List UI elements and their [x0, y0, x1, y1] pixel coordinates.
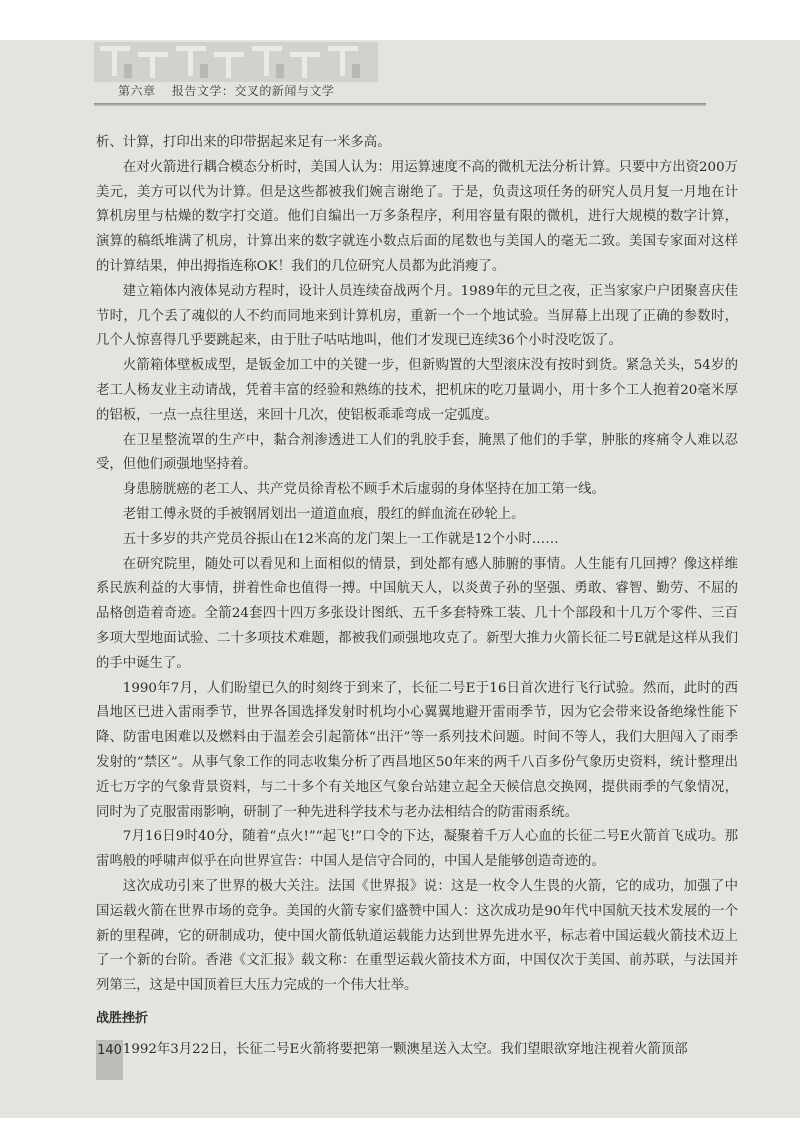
- bottom-margin: [0, 1118, 800, 1130]
- paragraph: 在对火箭进行耦合模态分析时，美国人认为：用运算速度不高的微机无法分析计算。只要中方出资200万美元，美方可以代为计算。但是这些都被我们婉言谢绝了。于是，负责这项任务的研究人员月复一月地在计算机房里与枯燥的数字打交道。他们自编出一万多条程序，利用容量有限的微机，进行大规模的数字计算，演算的稿纸堆满了机房，计算出来的数字就连小数点后面的尾数也与美国人的毫无二致。美国专家面对这样的计算结果，伸出拇指连称OK！我们的几位研究人员都为此消瘦了。: [96, 159, 738, 274]
- paragraph: 五十多岁的共产党员谷振山在12米高的龙门架上一工作就是12个小时……: [122, 531, 559, 547]
- paragraph: 1990年7月，人们盼望已久的时刻终于到来了，长征二号E于16日首次进行飞行试验。然而，此时的西昌地区已进入雷雨季节，世界各国选择发射时机均小心翼翼地避开雷雨季节，因为它会带来设备绝缘性能下降、防雷电困难以及燃料由于温差会引起箭体“出汗”等一系列技术问题。时间不等人，我们大胆闯入了雨季发射的“禁区”。从事气象工作的同志收集分析了西昌地区50年来的两千八百多份气象历史资料，统计整理出近七万字的气象背景资料，与二十多个有关地区气象台站建立起全天候信息交换网，提供雨季的气象情况，同时为了克服雷雨影响，研制了一种先进科学技术与老办法相结合的防雷雨系统。: [96, 680, 738, 820]
- running-header: [118, 82, 334, 99]
- chapter-title: 报告文学：交叉的新闻与文学: [171, 84, 335, 98]
- header-decoration-pattern: [94, 42, 378, 82]
- paragraph: 火箭箱体壁板成型，是钣金加工中的关键一步，但新购置的大型滚床没有按时到货。紧急关头，54岁的老工人杨友业主动请战，凭着丰富的经验和熟练的技术，把机床的吃刀量调小，用十多个工人抱着20毫米厚的铝板，一点一点往里送，来回十几次，使铝板乖乖弯成一定弧度。: [96, 358, 738, 423]
- paragraph: 在卫星整流罩的生产中，黏合剂渗透进工人们的乳胶手套，腌黑了他们的手掌，肿胀的疼痛令人难以忍受，但他们顽强地坚持着。: [96, 432, 738, 473]
- paragraph: 析、计算，打印出来的印带据起来足有一米多高。: [96, 135, 391, 150]
- body-text: [96, 131, 738, 1062]
- paragraph: 这次成功引来了世界的极大关注。法国《世界报》说：这是一枚令人生畏的火箭，它的成功，加强了中国运载火箭在世界市场的竞争。美国的火箭专家们盛赞中国人：这次成功是90年代中国航天技术发展的一个新的里程碑，它的研制成功，使中国火箭低轨道运载能力达到世界先进水平，标志着中国运载火箭技术迈上了一个新的台阶。香港《文汇报》载文称：在重型运载火箭技术方面，中国仅次于美国、前苏联，与法国并列第三，这是中国顶着巨大压力完成的一个伟大壮举。: [96, 878, 738, 994]
- section-heading: 战胜挫折: [96, 1010, 149, 1026]
- paragraph: 7月16日9时40分，随着“点火!”“起飞!”口令的下达，凝聚着千万人心血的长征二号E火箭首飞成功。那雷鸣般的呼啸声似乎在向世界宣告：中国人是信守合同的，中国人是能够创造奇迹的。: [96, 829, 738, 870]
- page-number: 140: [96, 1040, 123, 1080]
- paragraph: 身患膀胱癌的老工人、共产党员徐青松不顾手术后虚弱的身体坚持在加工第一线。: [122, 482, 605, 498]
- paragraph: 建立箱体内液体晃动方程时，设计人员连续奋战两个月。1989年的元旦之夜，正当家家户户团聚喜庆佳节时，几个丢了魂似的人不约而同地来到计算机房，重新一个一个地试验。当屏幕上出现了正确的参数时，几个人惊喜得几乎要跳起来，由于肚子咕咕地叫，他们才发现已连续36个小时没吃饭了。: [96, 283, 738, 349]
- paragraph: 在研究院里，随处可以看见和上面相似的情景，到处都有感人肺腑的事情。人生能有几回搏？像这样维系民族利益的大事情，拼着性命也值得一搏。中国航天人，以炎黄子孙的坚强、勇敢、睿智、勤劳、不屈的品格创造着奇迹。全箭24套四十四万多张设计图纸、五千多套特殊工装、几十个部段和十几万个零件、三百多项大型地面试验、二十多项技术难题，都被我们顽强地攻克了。新型大推力火箭长征二号E就是这样从我们的手中诞生了。: [96, 556, 738, 671]
- top-margin: [0, 0, 800, 40]
- paragraph: 老钳工傅永贤的手被钢屑划出一道道血痕，殷红的鲜血流在砂轮上。: [122, 506, 525, 522]
- paragraph: 1992年3月22日，长征二号E火箭将要把第一颗澳星送入太空。我们望眼欲穿地注视着火箭顶部: [122, 1041, 688, 1057]
- chapter-number: 第六章: [118, 84, 156, 98]
- header-rule: [94, 103, 706, 106]
